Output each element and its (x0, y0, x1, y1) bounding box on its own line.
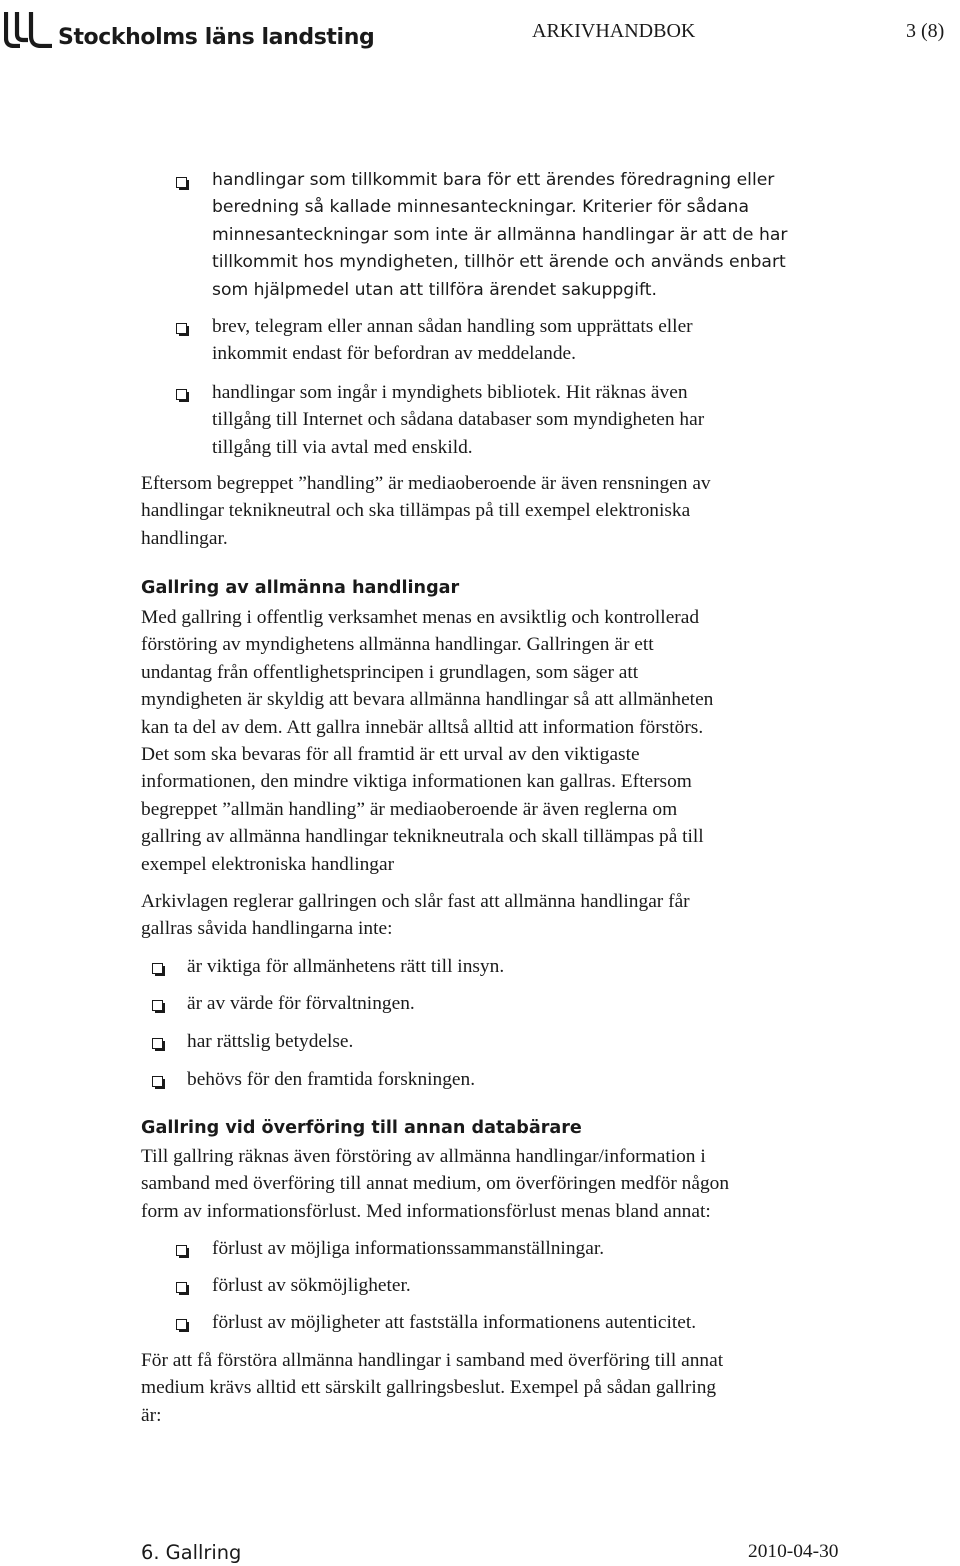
para-line: är: (141, 1404, 162, 1426)
checkbox-bullet-icon (176, 1319, 187, 1330)
org-name: Stockholms läns landsting (58, 25, 375, 50)
footer-date: 2010-04-30 (748, 1541, 839, 1562)
document-title: ARKIVHANDBOK (532, 20, 696, 42)
para-line: För att få förstöra allmänna handlingar i samband med överföring till annat (141, 1350, 724, 1371)
list-line: som hjälpmedel utan att tillföra ärendet sakuppgift. (212, 279, 657, 300)
checkbox-bullet-icon (152, 1076, 163, 1087)
list-line: brev, telegram eller annan sådan handling som upprättats eller (212, 316, 693, 337)
para-line: Arkivlagen reglerar gallringen och slår fast att allmänna handlingar får (141, 891, 690, 912)
page-number: 3 (8) (906, 20, 945, 42)
paragraph-gallringsbeslut (141, 1347, 881, 1429)
page-header (0, 0, 960, 70)
para-line: informationen, den mindre viktiga informationen kan gallras. Eftersom (141, 771, 692, 793)
para-line: Eftersom begreppet ”handling” är mediaoberoende är även rensningen av (141, 473, 711, 494)
para-line: gallras såvida handlingarna inte: (141, 918, 393, 940)
list-line: inkommit endast för befordran av meddelande. (212, 343, 576, 365)
para-line: Det som ska bevaras för all framtid är ett urval av den viktigaste (141, 744, 640, 766)
footer-chapter: 6. Gallring (141, 1541, 242, 1564)
para-line: handlingar. (141, 527, 228, 549)
checkbox-bullet-icon (176, 323, 187, 334)
checkbox-bullet-icon (152, 1000, 163, 1011)
para-line: form av informationsförlust. Med informationsförlust menas bland annat: (141, 1200, 711, 1222)
checkbox-bullet-icon (152, 1038, 163, 1049)
list-line: tillgång till Internet och sådana databaser som myndigheten har (212, 409, 705, 431)
list-line: tillgång till via avtal med enskild. (212, 436, 473, 458)
checkbox-bullet-icon (176, 389, 187, 400)
para-line: gallring av allmänna handlingar teknikneutrala och skall tillämpas på till (141, 826, 704, 848)
para-line: begreppet ”allmän handling” är mediaoberoende är även reglerna om (141, 798, 678, 820)
list-line: minnesanteckningar som inte är allmänna handlingar är att de har (212, 224, 788, 245)
para-line: medium krävs alltid ett särskilt gallringsbeslut. Exempel på sådan gallring (141, 1377, 717, 1399)
para-line: kan ta del av dem. Att gallra innebär alltså alltid att information förstörs. (141, 716, 704, 738)
paragraph-gallring-definition (141, 604, 881, 878)
list-line: tillkommit hos myndigheten, tillhör ett ärende och används enbart (212, 252, 786, 273)
para-line: Med gallring i offentlig verksamhet menas en avsiktlig och kontrollerad (141, 607, 700, 628)
paragraph-arkivlagen (141, 888, 881, 943)
para-line: exempel elektroniska handlingar (141, 853, 395, 875)
para-line: handlingar teknikneutral och ska tillämpas på till exempel elektroniska (141, 500, 691, 522)
sll-logo (4, 12, 374, 48)
para-line: myndigheten är skyldig att bevara allmänna handlingar så att allmänheten (141, 689, 714, 711)
list-line: beredning så kallade minnesanteckningar. Kriterier för sådana (212, 197, 749, 218)
paragraph-media-independence (141, 470, 881, 552)
section-heading-gallring: Gallring av allmänna handlingar (141, 578, 460, 598)
para-line: förstöring av myndighetens allmänna handlingar. Gallringen är ett (141, 634, 654, 656)
list-line: handlingar som tillkommit bara för ett ärendes föredragning eller (212, 170, 775, 190)
checkbox-bullet-icon (176, 1245, 187, 1256)
checkbox-bullet-icon (152, 963, 163, 974)
checkbox-bullet-icon (176, 177, 187, 188)
paragraph-informationsforlust (141, 1143, 881, 1225)
para-line: samband med överföring till annat medium, om överföringen medför någon (141, 1173, 730, 1195)
sll-logo-mark-icon (4, 12, 54, 48)
section-heading-overforing: Gallring vid överföring till annan databärare (141, 1118, 582, 1138)
checkbox-bullet-icon (176, 1282, 187, 1293)
para-line: Till gallring räknas även förstöring av allmänna handlingar/information i (141, 1146, 706, 1167)
para-line: undantag från offentlighetsprincipen i grundlagen, som säger att (141, 661, 639, 683)
list-line: handlingar som ingår i myndighets bibliotek. Hit räknas även (212, 382, 688, 403)
